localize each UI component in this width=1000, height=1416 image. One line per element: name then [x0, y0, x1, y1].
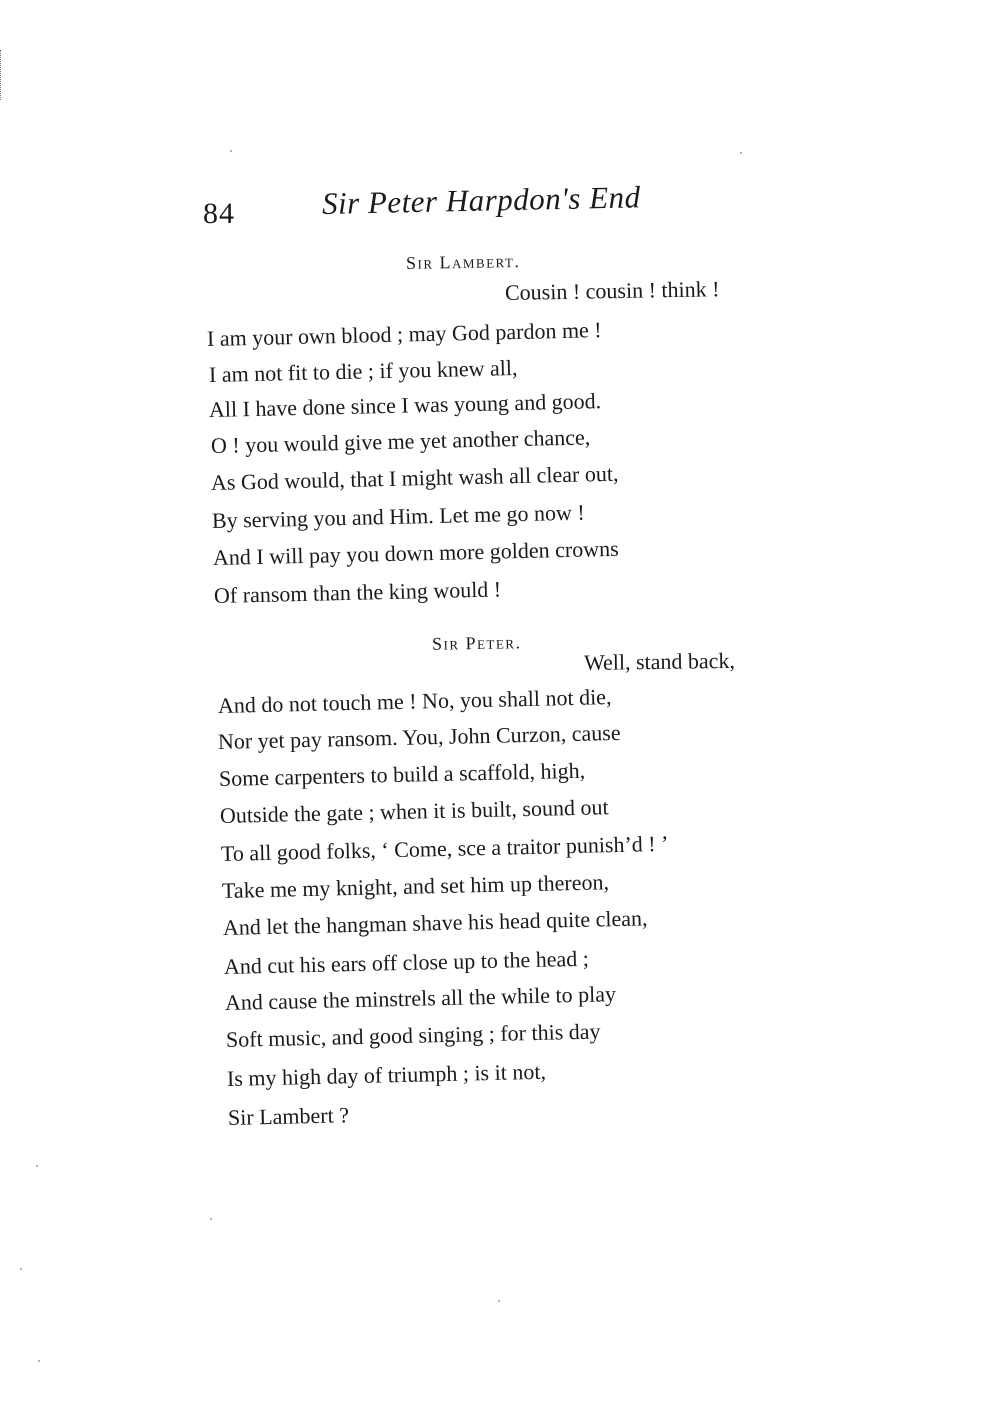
verse-line: Well, stand back, — [583, 647, 736, 675]
running-title: Sir Peter Harpdon's End — [321, 179, 641, 221]
scan-speck — [38, 1360, 40, 1362]
verse-line: And cause the minstrels all the while to play — [224, 981, 617, 1015]
verse-line: As God would, that I might wash all clear out, — [210, 460, 619, 495]
verse-line: O ! you would give me yet another chance, — [210, 424, 591, 458]
verse-line: I am not fit to die ; if you knew all, — [208, 355, 518, 387]
page-number: 84 — [203, 197, 235, 230]
verse-line: All I have done since I was young and good. — [208, 388, 602, 422]
scan-speck — [20, 1268, 22, 1270]
verse-line: Sir Lambert ? — [227, 1102, 350, 1130]
verse-line: Cousin ! cousin ! think ! — [504, 276, 720, 305]
verse-line: Nor yet pay ransom. You, John Curzon, cause — [217, 719, 621, 754]
verse-line: Outside the gate ; when it is built, sound out — [219, 794, 609, 828]
verse-line: And cut his ears off close up to the head ; — [223, 945, 590, 979]
speaker-heading-sir-lambert: Sir Lambert. — [405, 251, 521, 273]
verse-line: I am your own blood ; may God pardon me ! — [206, 317, 602, 351]
verse-line: Some carpenters to build a scaffold, high, — [218, 757, 586, 791]
verse-line: And let the hangman shave his head quite clean, — [222, 905, 648, 940]
verse-line: Soft music, and good singing ; for this day — [225, 1018, 601, 1052]
speaker-heading-sir-peter: Sir Peter. — [431, 632, 522, 654]
verse-line: By serving you and Him. Let me go now ! — [211, 499, 585, 533]
scan-speck — [230, 150, 232, 152]
scan-speck — [498, 1300, 500, 1302]
scan-speck — [740, 152, 742, 154]
scan-speck — [36, 1165, 38, 1167]
verse-line: And do not touch me ! No, you shall not die, — [217, 684, 612, 718]
scan-edge-mark — [0, 50, 5, 100]
verse-line: Take me my knight, and set him up thereon, — [221, 869, 610, 903]
verse-line: To all good folks, ‘ Come, sce a traitor punish’d ! ’ — [220, 830, 669, 866]
scan-speck — [210, 1218, 212, 1220]
verse-line: Of ransom than the king would ! — [213, 576, 502, 608]
verse-line: Is my high day of triumph ; is it not, — [226, 1058, 547, 1091]
verse-line: And I will pay you down more golden crowns — [212, 535, 619, 570]
